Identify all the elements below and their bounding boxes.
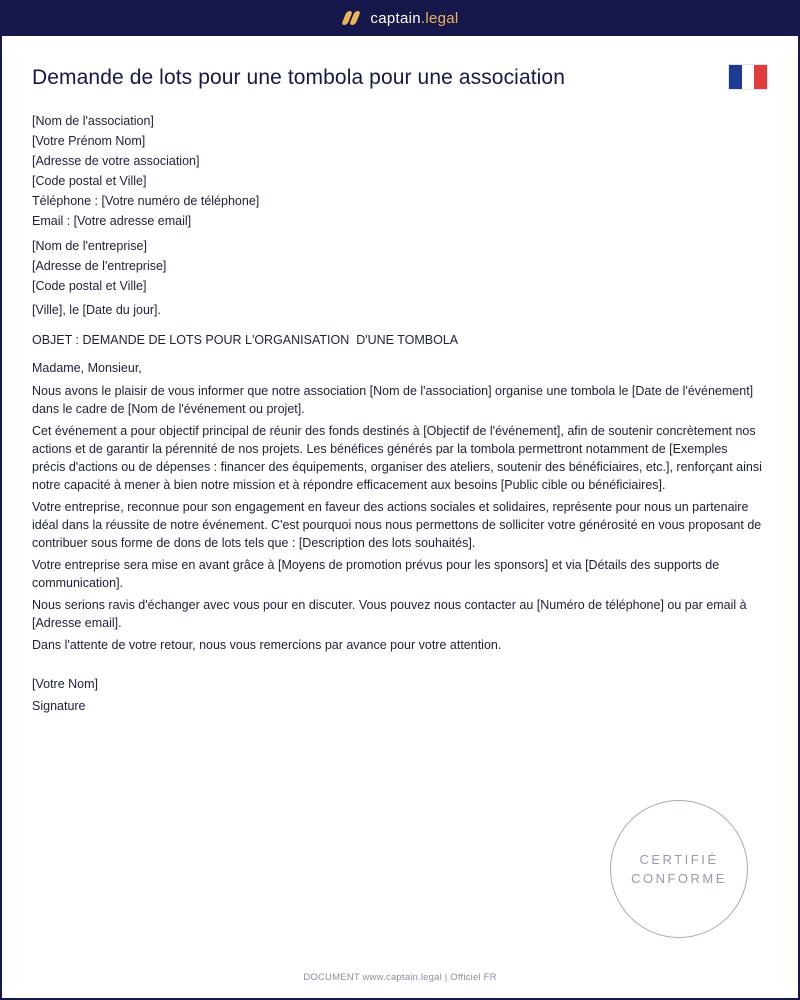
recipient-line: [Adresse de l'entreprise] xyxy=(32,259,167,273)
sender-line: Email : [Votre adresse email] xyxy=(32,214,192,228)
france-flag-icon xyxy=(729,65,767,89)
top-bar xyxy=(0,0,800,36)
body-paragraph: Nous avons le plaisir de vous informer que notre association [Nom de l'association] organise une tombola le [Date de l'événement] dans le cadre de [Nom de l'événement ou projet]. xyxy=(32,384,754,416)
recipient-line: [Nom de l'entreprise] xyxy=(32,239,147,253)
stamp-line: CERTIFIÉ xyxy=(639,852,719,867)
brand-tld: .legal xyxy=(420,9,459,27)
sender-line: [Code postal et Ville] xyxy=(32,174,147,188)
recipient-block xyxy=(32,236,762,296)
sender-line: [Votre Prénom Nom] xyxy=(32,134,146,148)
signature-label: Signature xyxy=(32,699,86,713)
document-title: Demande de lots pour une tombola pour une association xyxy=(32,66,565,89)
sender-line: [Adresse de votre association] xyxy=(32,154,200,168)
sender-line: [Nom de l'association] xyxy=(32,114,154,128)
letter-body xyxy=(32,111,762,716)
body-paragraph: Votre entreprise, reconnue pour son engagement en faveur des actions sociales et solidaires, représente pour nous un partenaire idéal dans la réussite de notre événement. C'est pourquoi nous nous permettons de solliciter votre générosité en vous proposant de contribuer sous forme de dons de lots tels que : [Description des lots souhaités]. xyxy=(32,500,762,550)
body-paragraph: Cet événement a pour objectif principal de réunir des fonds destinés à [Objectif de l'événement], afin de soutenir concrètement nos actions et de garantir la pérennité de nos projets. Les bénéfices générés par la tombola permettront notamment de [Exemples précis d'actions ou de dépenses : financer des équipements, organiser des ateliers, soutenir des bénéficiaires, etc.], renforçant ainsi notre capacité à mener à bien notre mission et à répondre efficacement aux besoins [Public cible ou bénéficiaires]. xyxy=(32,424,762,492)
brand[interactable] xyxy=(341,10,458,27)
certified-stamp xyxy=(610,800,748,938)
body-paragraph: Dans l'attente de votre retour, nous vous remercions par avance pour votre attention. xyxy=(32,638,502,652)
subject-line: OBJET : DEMANDE DE LOTS POUR L'ORGANISATION D'UNE TOMBOLA xyxy=(32,333,459,347)
brand-name: captain xyxy=(370,9,421,27)
document-footer: DOCUMENT www.captain.legal | Officiel FR xyxy=(303,972,497,983)
body-paragraph: Nous serions ravis d'échanger avec vous pour en discuter. Vous pouvez nous contacter au [Numéro de téléphone] ou par email à [Adresse email]. xyxy=(32,598,747,630)
captain-legal-logo-icon xyxy=(341,10,361,26)
sender-block xyxy=(32,111,762,231)
document-page xyxy=(2,36,798,998)
salutation: Madame, Monsieur, xyxy=(32,361,142,375)
stamp-line: CONFORME xyxy=(631,871,727,886)
sender-line: Téléphone : [Votre numéro de téléphone] xyxy=(32,194,260,208)
signoff-name: [Votre Nom] xyxy=(32,677,98,691)
recipient-line: [Code postal et Ville] xyxy=(32,279,147,293)
body-paragraph: Votre entreprise sera mise en avant grâce à [Moyens de promotion prévus pour les sponsors] et via [Détails des supports de communication]. xyxy=(32,558,720,590)
place-date: [Ville], le [Date du jour]. xyxy=(32,303,162,317)
